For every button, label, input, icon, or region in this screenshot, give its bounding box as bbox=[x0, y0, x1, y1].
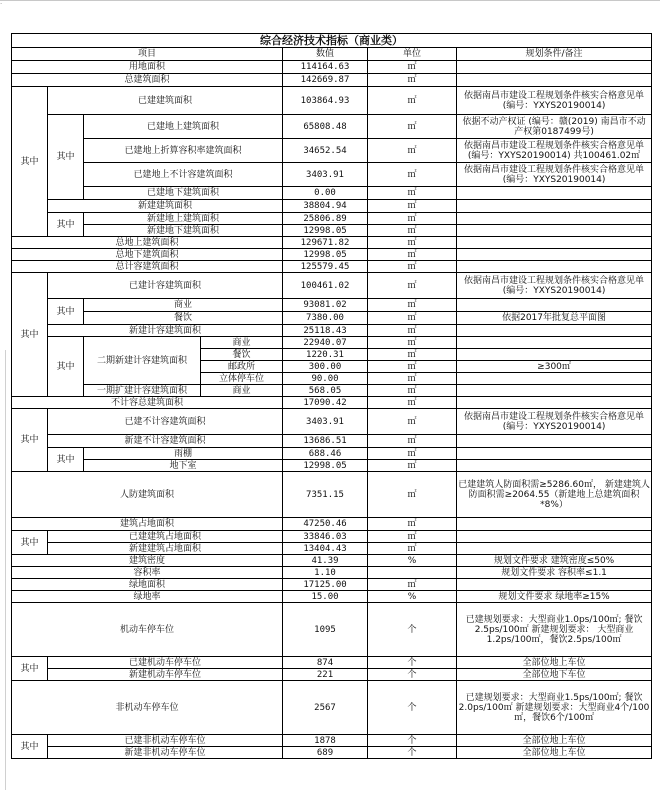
row-value: 47250.46 bbox=[283, 518, 368, 531]
row-label: 新建地上建筑面积 bbox=[84, 213, 283, 225]
row-value: 874 bbox=[283, 657, 368, 669]
row-value: 12998.05 bbox=[283, 225, 368, 237]
row-label: 已建地下建筑面积 bbox=[84, 187, 283, 200]
row-unit: 个 bbox=[368, 669, 457, 681]
row-note: 全部位地上车位 bbox=[457, 657, 652, 669]
table-row bbox=[12, 448, 652, 460]
row-unit: ㎡ bbox=[368, 448, 457, 460]
row-note bbox=[457, 325, 652, 337]
table-row bbox=[12, 397, 652, 409]
row-value: 221 bbox=[283, 669, 368, 681]
group-label: 二期新建计容建筑面积 bbox=[84, 337, 201, 385]
row-unit: ㎡ bbox=[368, 163, 457, 187]
row-label: 已建建筑占地面积 bbox=[48, 531, 283, 543]
table-row bbox=[12, 187, 652, 200]
row-value: 15.00 bbox=[283, 591, 368, 603]
row-note: 依据南昌市建设工程规划条件核实合格意见单 (编号：YXYS20190014) bbox=[457, 163, 652, 187]
row-label: 餐饮 bbox=[84, 312, 283, 325]
row-unit: ㎡ bbox=[368, 74, 457, 87]
row-unit: ㎡ bbox=[368, 312, 457, 325]
row-unit: ㎡ bbox=[368, 261, 457, 273]
row-label: 用地面积 bbox=[12, 61, 283, 74]
row-unit: ㎡ bbox=[368, 139, 457, 163]
row-label: 非机动车停车位 bbox=[12, 681, 283, 735]
row-value: 65808.48 bbox=[283, 115, 368, 139]
row-unit: ㎡ bbox=[368, 385, 457, 397]
row-value: 7380.00 bbox=[283, 312, 368, 325]
table-row bbox=[12, 87, 652, 115]
row-note bbox=[457, 385, 652, 397]
table-row bbox=[12, 435, 652, 448]
row-value: 114164.63 bbox=[283, 61, 368, 74]
row-label: 容积率 bbox=[12, 567, 283, 579]
row-label: 雨棚 bbox=[84, 448, 283, 460]
indicator-sheet bbox=[11, 33, 651, 759]
row-label: 新建计容建筑面积 bbox=[48, 325, 283, 337]
row-value: 93081.02 bbox=[283, 299, 368, 312]
row-label: 绿地率 bbox=[12, 591, 283, 603]
row-note bbox=[457, 373, 652, 385]
row-value: 689 bbox=[283, 747, 368, 759]
table-row bbox=[12, 163, 652, 187]
row-value: 129671.82 bbox=[283, 237, 368, 249]
row-note: 依据2017年批复总平面图 bbox=[457, 312, 652, 325]
row-value: 25806.89 bbox=[283, 213, 368, 225]
row-label: 新建不计容建筑面积 bbox=[48, 435, 283, 448]
row-label: 建筑密度 bbox=[12, 555, 283, 567]
header-value: 数值 bbox=[283, 48, 368, 61]
row-label: 商业 bbox=[201, 337, 283, 349]
row-label: 餐饮 bbox=[201, 349, 283, 361]
row-label: 新建地下建筑面积 bbox=[84, 225, 283, 237]
table-row bbox=[12, 409, 652, 435]
table-row bbox=[12, 273, 652, 299]
row-unit: ㎡ bbox=[368, 249, 457, 261]
row-label: 已建地上建筑面积 bbox=[84, 115, 283, 139]
table-row bbox=[12, 657, 652, 669]
row-note: 全部位地下车位 bbox=[457, 669, 652, 681]
row-value: 33846.03 bbox=[283, 531, 368, 543]
row-value: 34652.54 bbox=[283, 139, 368, 163]
header-unit: 单位 bbox=[368, 48, 457, 61]
row-unit bbox=[368, 567, 457, 579]
row-note bbox=[457, 579, 652, 591]
row-value: 1220.31 bbox=[283, 349, 368, 361]
row-unit: 个 bbox=[368, 735, 457, 747]
row-unit: ㎡ bbox=[368, 435, 457, 448]
row-note bbox=[457, 249, 652, 261]
row-label: 新建非机动车停车位 bbox=[48, 747, 283, 759]
row-value: 22940.07 bbox=[283, 337, 368, 349]
row-value: 3403.91 bbox=[283, 163, 368, 187]
qizhong-label: 其中 bbox=[12, 531, 48, 555]
row-note bbox=[457, 337, 652, 349]
row-unit: ㎡ bbox=[368, 460, 457, 472]
row-label: 总地下建筑面积 bbox=[12, 249, 283, 261]
row-label: 总计容建筑面积 bbox=[12, 261, 283, 273]
row-value: 12998.05 bbox=[283, 460, 368, 472]
row-value: 2567 bbox=[283, 681, 368, 735]
qizhong-label: 其中 bbox=[12, 87, 48, 237]
table-row bbox=[12, 115, 652, 139]
row-note: 依据南昌市建设工程规划条件核实合格意见单 (编号：YXYS20190014) bbox=[457, 273, 652, 299]
row-unit: ㎡ bbox=[368, 213, 457, 225]
table-row bbox=[12, 225, 652, 237]
row-note: 已建建筑人防面积需≥5286.60㎡， 新建建筑人防面积需≥2064.55（新建地上总建筑面积 *8%） bbox=[457, 472, 652, 518]
row-note: 全部位地上车位 bbox=[457, 747, 652, 759]
row-unit: ㎡ bbox=[368, 472, 457, 518]
row-unit: ㎡ bbox=[368, 325, 457, 337]
table-row bbox=[12, 567, 652, 579]
title-row bbox=[12, 34, 652, 48]
table-row bbox=[12, 531, 652, 543]
table-row bbox=[12, 603, 652, 657]
row-unit: 个 bbox=[368, 657, 457, 669]
table-row bbox=[12, 325, 652, 337]
row-unit: ㎡ bbox=[368, 337, 457, 349]
row-unit: ㎡ bbox=[368, 187, 457, 200]
row-unit: ㎡ bbox=[368, 543, 457, 555]
row-unit: % bbox=[368, 555, 457, 567]
table-title: 综合经济技术指标（商业类） bbox=[12, 34, 652, 48]
row-unit: ㎡ bbox=[368, 273, 457, 299]
row-value: 100461.02 bbox=[283, 273, 368, 299]
table-row bbox=[12, 591, 652, 603]
row-label: 已建非机动车停车位 bbox=[48, 735, 283, 747]
row-note: 依据南昌市建设工程规划条件核实合格意见单 (编号：YXYS20190014) bbox=[457, 87, 652, 115]
row-value: 688.46 bbox=[283, 448, 368, 460]
row-label: 新建建筑占地面积 bbox=[48, 543, 283, 555]
table-row bbox=[12, 337, 652, 349]
row-note: 依据南昌市建设工程规划条件核实合格意见单 (编号：YXYS20190014) 共100461.02㎡ bbox=[457, 139, 652, 163]
row-value: 3403.91 bbox=[283, 409, 368, 435]
row-label: 机动车停车位 bbox=[12, 603, 283, 657]
row-value: 13686.51 bbox=[283, 435, 368, 448]
row-value: 0.00 bbox=[283, 187, 368, 200]
row-note: 依据南昌市建设工程规划条件核实合格意见单 (编号：YXYS20190014) bbox=[457, 409, 652, 435]
row-value: 1095 bbox=[283, 603, 368, 657]
row-label: 已建不计容建筑面积 bbox=[48, 409, 283, 435]
table-row bbox=[12, 312, 652, 325]
row-label: 立体停车位 bbox=[201, 373, 283, 385]
row-unit: ㎡ bbox=[368, 87, 457, 115]
row-label: 商业 bbox=[201, 385, 283, 397]
row-value: 38804.94 bbox=[283, 200, 368, 213]
header-item: 项目 bbox=[12, 48, 283, 61]
row-note: 已建规划要求：大型商业1.0ps/100㎡; 餐饮2.5ps/100㎡ 新建规划要求： 大型商业1.2ps/100㎡，餐饮2.5ps/100㎡ bbox=[457, 603, 652, 657]
qizhong-label: 其中 bbox=[48, 448, 84, 472]
row-note bbox=[457, 518, 652, 531]
row-note bbox=[457, 448, 652, 460]
row-unit: ㎡ bbox=[368, 61, 457, 74]
table-row bbox=[12, 261, 652, 273]
table-row bbox=[12, 61, 652, 74]
corner-mark: · bbox=[0, 0, 3, 8]
row-note: 已建规划要求：大型商业1.5ps/100㎡; 餐饮2.0ps/100㎡ 新建规划要求：大型商业4个/100㎡，餐饮6个/100㎡ bbox=[457, 681, 652, 735]
qizhong-label: 其中 bbox=[48, 115, 84, 200]
row-unit: ㎡ bbox=[368, 373, 457, 385]
row-note bbox=[457, 543, 652, 555]
row-value: 90.00 bbox=[283, 373, 368, 385]
row-unit: ㎡ bbox=[368, 518, 457, 531]
row-value: 568.05 bbox=[283, 385, 368, 397]
row-label: 总地上建筑面积 bbox=[12, 237, 283, 249]
row-note bbox=[457, 225, 652, 237]
row-note bbox=[457, 435, 652, 448]
qizhong-label: 其中 bbox=[12, 409, 48, 472]
row-unit: ㎡ bbox=[368, 299, 457, 312]
row-unit: ㎡ bbox=[368, 237, 457, 249]
row-note bbox=[457, 200, 652, 213]
row-note: 全部位地上车位 bbox=[457, 735, 652, 747]
row-label: 商业 bbox=[84, 299, 283, 312]
row-value: 7351.15 bbox=[283, 472, 368, 518]
table-row bbox=[12, 579, 652, 591]
row-label: 已建地上不计容建筑面积 bbox=[84, 163, 283, 187]
row-label: 已建机动车停车位 bbox=[48, 657, 283, 669]
row-note bbox=[457, 213, 652, 225]
row-value: 125579.45 bbox=[283, 261, 368, 273]
row-unit: ㎡ bbox=[368, 225, 457, 237]
qizhong-label: 其中 bbox=[12, 657, 48, 681]
row-unit: ㎡ bbox=[368, 579, 457, 591]
table-row bbox=[12, 555, 652, 567]
table-row bbox=[12, 74, 652, 87]
qizhong-label: 其中 bbox=[48, 337, 84, 397]
row-label: 总建筑面积 bbox=[12, 74, 283, 87]
table-row bbox=[12, 543, 652, 555]
row-value: 13404.43 bbox=[283, 543, 368, 555]
left-margin-rule bbox=[5, 350, 6, 790]
table-row bbox=[12, 747, 652, 759]
group-label: 一期扩建计容建筑面积 bbox=[84, 385, 201, 397]
row-unit: % bbox=[368, 591, 457, 603]
row-value: 41.39 bbox=[283, 555, 368, 567]
header-note: 规划条件/备注 bbox=[457, 48, 652, 61]
row-note bbox=[457, 237, 652, 249]
table-row bbox=[12, 299, 652, 312]
header-row bbox=[12, 48, 652, 61]
qizhong-label: 其中 bbox=[12, 273, 48, 397]
row-label: 新建建筑面积 bbox=[48, 200, 283, 213]
table-row bbox=[12, 681, 652, 735]
row-value: 25118.43 bbox=[283, 325, 368, 337]
row-label: 邮政所 bbox=[201, 361, 283, 373]
row-note: 规划文件要求 绿地率≥15% bbox=[457, 591, 652, 603]
row-label: 新建机动车停车位 bbox=[48, 669, 283, 681]
row-value: 103864.93 bbox=[283, 87, 368, 115]
row-note bbox=[457, 261, 652, 273]
row-label: 地下室 bbox=[84, 460, 283, 472]
row-value: 1878 bbox=[283, 735, 368, 747]
table-row bbox=[12, 200, 652, 213]
table-row bbox=[12, 518, 652, 531]
top-border-line bbox=[0, 0, 660, 1]
row-label: 已建建筑面积 bbox=[48, 87, 283, 115]
row-note: 规划文件要求 容积率≤1.1 bbox=[457, 567, 652, 579]
table-row bbox=[12, 139, 652, 163]
row-note bbox=[457, 349, 652, 361]
row-unit: ㎡ bbox=[368, 349, 457, 361]
row-note: 规划文件要求 建筑密度≤50% bbox=[457, 555, 652, 567]
row-note bbox=[457, 531, 652, 543]
qizhong-label: 其中 bbox=[48, 213, 84, 237]
row-unit: ㎡ bbox=[368, 200, 457, 213]
row-label: 已建计容建筑面积 bbox=[48, 273, 283, 299]
row-label: 绿地面积 bbox=[12, 579, 283, 591]
row-label: 已建地上折算容积率建筑面积 bbox=[84, 139, 283, 163]
table-row bbox=[12, 669, 652, 681]
table-row bbox=[12, 460, 652, 472]
row-note: ≥300㎡ bbox=[457, 361, 652, 373]
row-value: 142669.87 bbox=[283, 74, 368, 87]
row-unit: ㎡ bbox=[368, 115, 457, 139]
row-label: 人防建筑面积 bbox=[12, 472, 283, 518]
row-label: 建筑占地面积 bbox=[12, 518, 283, 531]
table-row bbox=[12, 735, 652, 747]
row-value: 300.00 bbox=[283, 361, 368, 373]
row-unit: ㎡ bbox=[368, 361, 457, 373]
row-value: 17125.00 bbox=[283, 579, 368, 591]
row-value: 1.10 bbox=[283, 567, 368, 579]
row-unit: 个 bbox=[368, 747, 457, 759]
table-row bbox=[12, 385, 652, 397]
table-row bbox=[12, 237, 652, 249]
row-label: 不计容总建筑面积 bbox=[12, 397, 283, 409]
row-note bbox=[457, 460, 652, 472]
row-unit: 个 bbox=[368, 681, 457, 735]
row-note: 依据不动产权证 (编号：赣(2019) 南昌市不动产权第0187499号) bbox=[457, 115, 652, 139]
table-row bbox=[12, 249, 652, 261]
row-unit: ㎡ bbox=[368, 409, 457, 435]
row-value: 12998.05 bbox=[283, 249, 368, 261]
row-note bbox=[457, 187, 652, 200]
row-unit: ㎡ bbox=[368, 531, 457, 543]
row-value: 17090.42 bbox=[283, 397, 368, 409]
indicator-table bbox=[11, 33, 652, 759]
row-note bbox=[457, 397, 652, 409]
qizhong-label: 其中 bbox=[12, 735, 48, 759]
table-row bbox=[12, 472, 652, 518]
row-note bbox=[457, 299, 652, 312]
row-unit: 个 bbox=[368, 603, 457, 657]
row-note bbox=[457, 61, 652, 74]
table-row bbox=[12, 213, 652, 225]
qizhong-label: 其中 bbox=[48, 299, 84, 325]
row-unit: ㎡ bbox=[368, 397, 457, 409]
row-note bbox=[457, 74, 652, 87]
